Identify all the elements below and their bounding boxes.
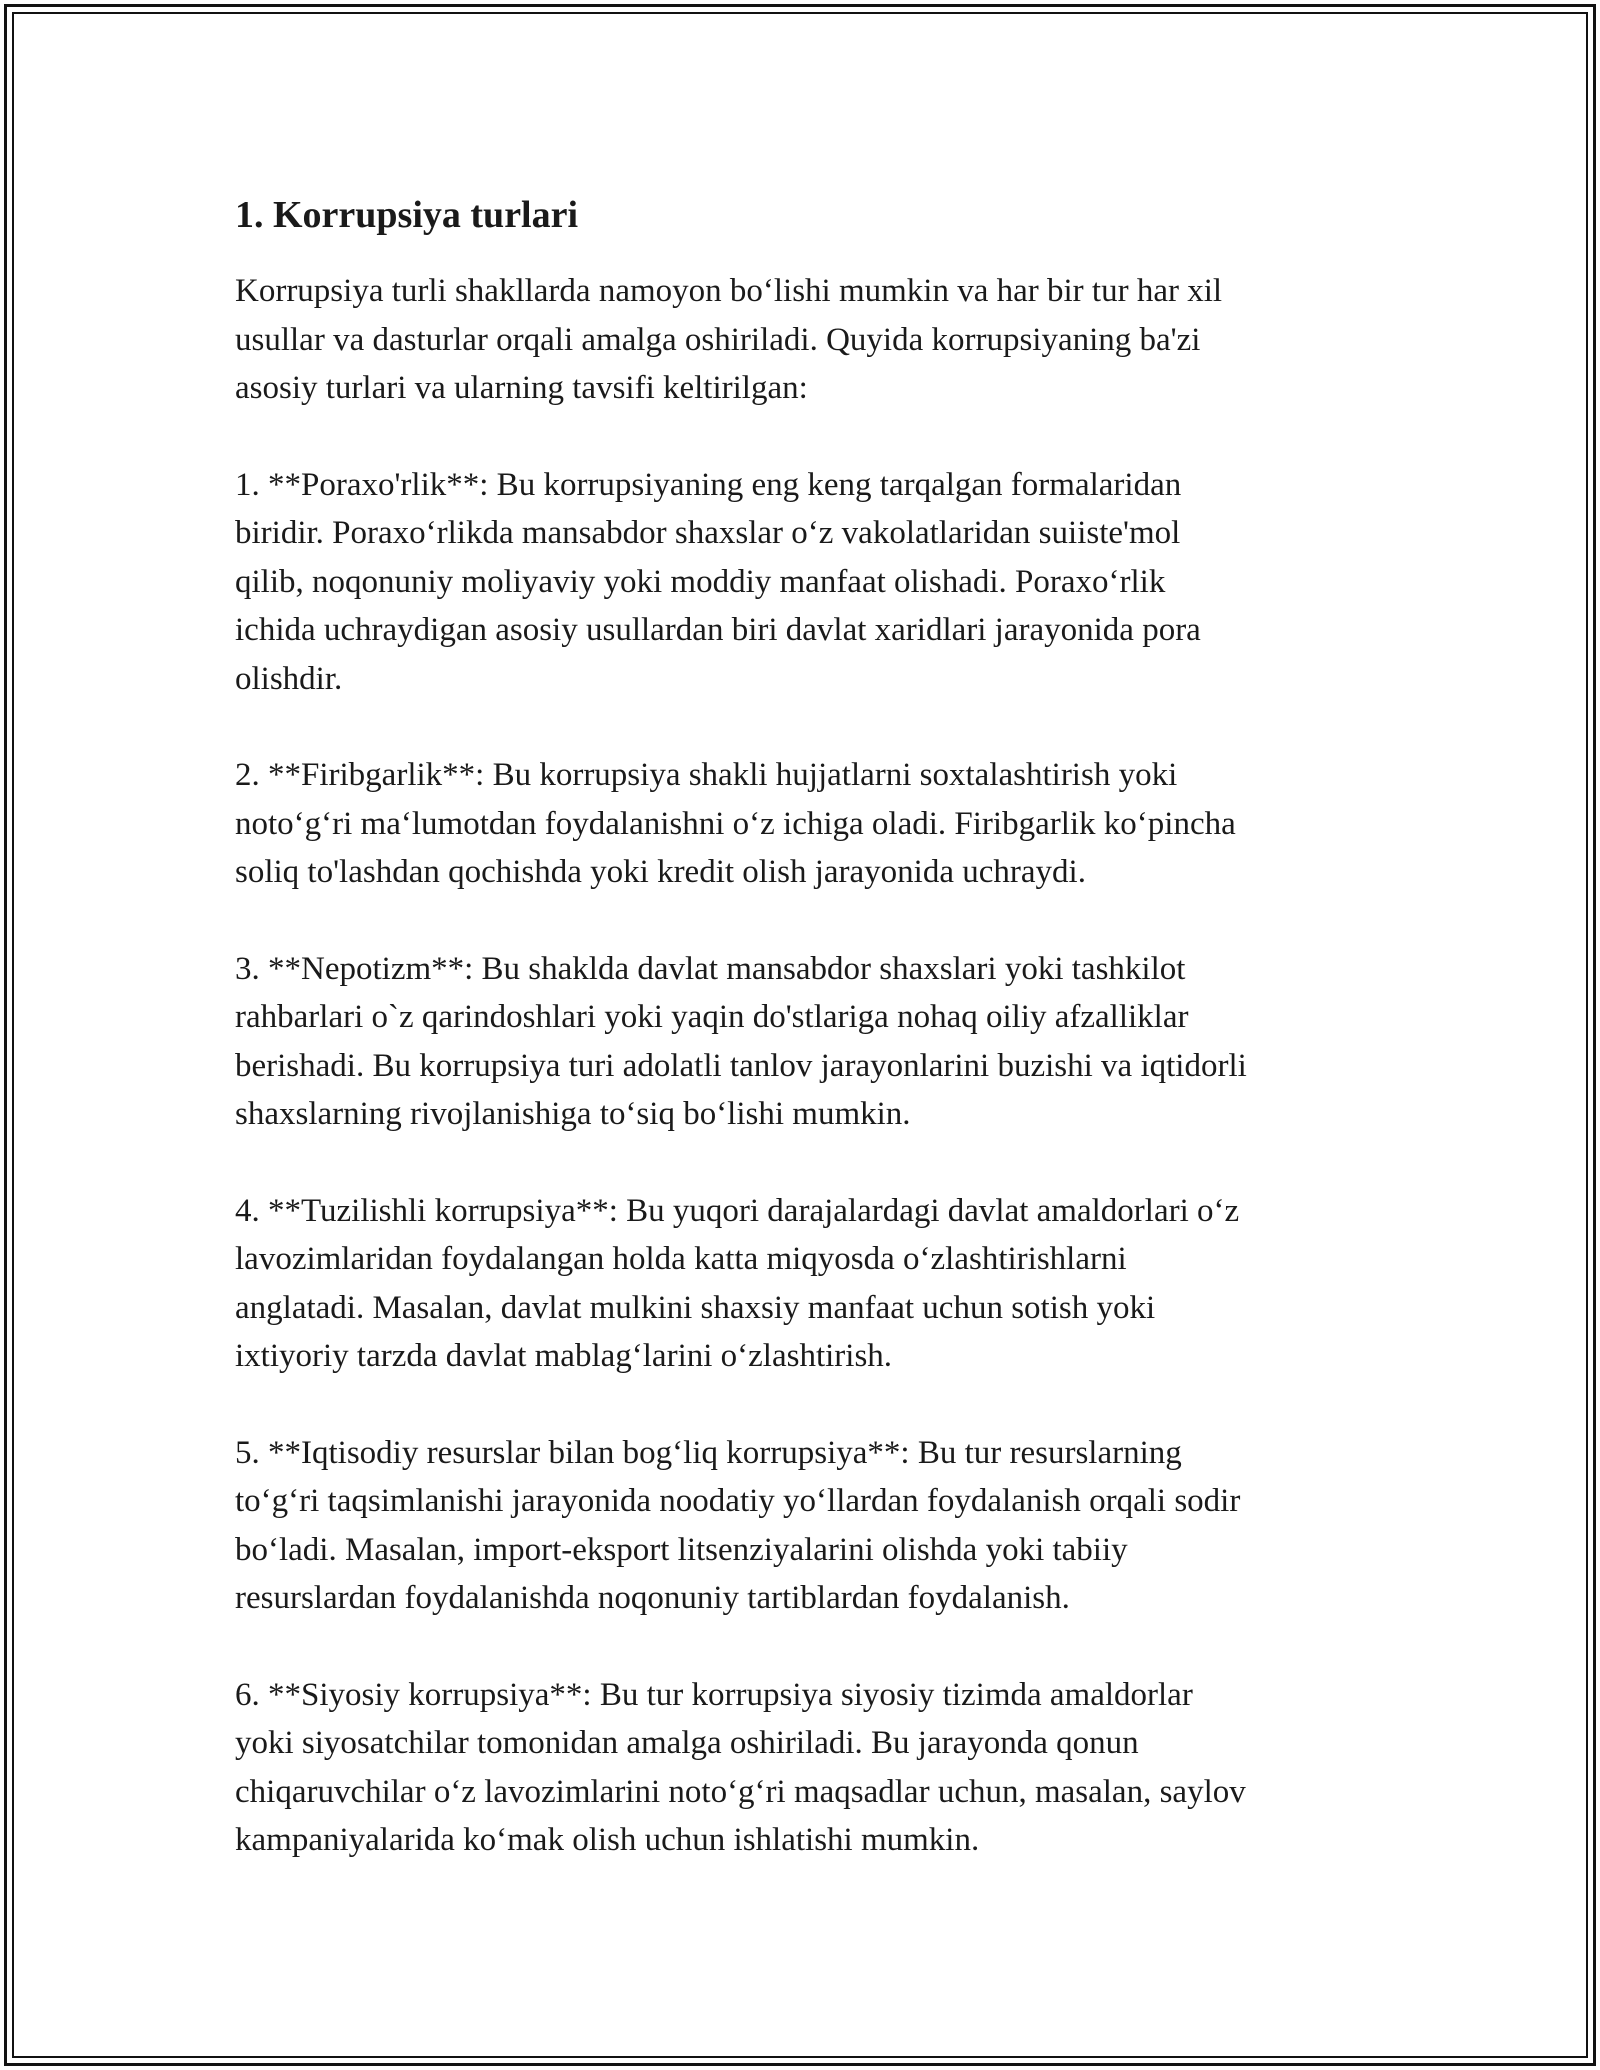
- intro-paragraph: [235, 267, 1375, 413]
- list-item-paragraph: [235, 1187, 1375, 1381]
- list-item-paragraph: [235, 461, 1375, 704]
- text-line: 1. **Poraxo'rlik**: Bu korrupsiyaning eng keng tarqalgan formalaridan: [235, 466, 1182, 503]
- text-line: olishdir.: [235, 660, 343, 697]
- text-line: rahbarlari o`z qarindoshlari yoki yaqin do'stlariga nohaq oiliy afzalliklar: [235, 999, 1189, 1035]
- section-heading: 1. Korrupsiya turlari: [235, 194, 579, 236]
- text-line: 6. **Siyosiy korrupsiya**: Bu tur korrupsiya siyosiy tizimda amaldorlar: [235, 1676, 1193, 1713]
- text-line: resurslardan foydalanishda noqonuniy tartiblardan foydalanish.: [235, 1580, 1070, 1616]
- text-line: anglatadi. Masalan, davlat mulkini shaxsiy manfaat uchun sotish yoki: [235, 1289, 1156, 1326]
- text-line: kampaniyalarida ko‘mak olish uchun ishlatishi mumkin.: [235, 1822, 980, 1858]
- list-item-paragraph: [235, 751, 1375, 897]
- text-line: asosiy turlari va ularning tavsifi keltirilgan:: [235, 370, 808, 406]
- text-line: ichida uchraydigan asosiy usullardan biri davlat xaridlari jarayonida pora: [235, 612, 1201, 648]
- text-line: yoki siyosatchilar tomonidan amalga oshiriladi. Bu jarayonda qonun: [235, 1725, 1139, 1761]
- text-line: 5. **Iqtisodiy resurslar bilan bog‘liq korrupsiya**: Bu tur resurslarning: [235, 1434, 1182, 1471]
- document-body: [235, 185, 1375, 1913]
- text-line: Korrupsiya turli shakllarda namoyon bo‘lishi mumkin va har bir tur har xil: [235, 273, 1223, 309]
- text-line: chiqaruvchilar o‘z lavozimlarini noto‘g‘ri maqsadlar uchun, masalan, saylov: [235, 1773, 1246, 1810]
- text-line: berishadi. Bu korrupsiya turi adolatli tanlov jarayonlarini buzishi va iqtidorli: [235, 1047, 1247, 1084]
- text-line: 2. **Firibgarlik**: Bu korrupsiya shakli hujjatlarni soxtalashtirish yoki: [235, 757, 1178, 793]
- list-item-paragraph: [235, 1429, 1375, 1623]
- text-line: bo‘ladi. Masalan, import-eksport litsenziyalarini olishda yoki tabiiy: [235, 1531, 1128, 1568]
- text-line: qilib, noqonuniy moliyaviy yoki moddiy manfaat olishadi. Poraxo‘rlik: [235, 563, 1166, 600]
- text-line: biridir. Poraxo‘rlikda mansabdor shaxslar o‘z vakolatlaridan suiiste'mol: [235, 515, 1181, 551]
- text-line: soliq to'lashdan qochishda yoki kredit olish jarayonida uchraydi.: [235, 854, 1086, 890]
- text-line: to‘g‘ri taqsimlanishi jarayonida noodatiy yo‘llardan foydalanish orqali sodir: [235, 1483, 1241, 1519]
- list-item-paragraph: [235, 945, 1375, 1139]
- text-line: noto‘g‘ri ma‘lumotdan foydalanishni o‘z ichiga oladi. Firibgarlik ko‘pincha: [235, 805, 1236, 842]
- text-line: 4. **Tuzilishli korrupsiya**: Bu yuqori darajalardagi davlat amaldorlari o‘z: [235, 1192, 1240, 1229]
- text-line: shaxslarning rivojlanishiga to‘siq bo‘lishi mumkin.: [235, 1096, 911, 1132]
- text-line: 3. **Nepotizm**: Bu shaklda davlat mansabdor shaxslari yoki tashkilot: [235, 950, 1186, 987]
- text-line: usullar va dasturlar orqali amalga oshiriladi. Quyida korrupsiyaning ba'zi: [235, 321, 1201, 358]
- paragraph-list: [235, 267, 1375, 1865]
- text-line: lavozimlaridan foydalangan holda katta miqyosda o‘zlashtirishlarni: [235, 1241, 1127, 1277]
- list-item-paragraph: [235, 1671, 1375, 1865]
- text-line: ixtiyoriy tarzda davlat mablag‘larini o‘zlashtirish.: [235, 1338, 893, 1374]
